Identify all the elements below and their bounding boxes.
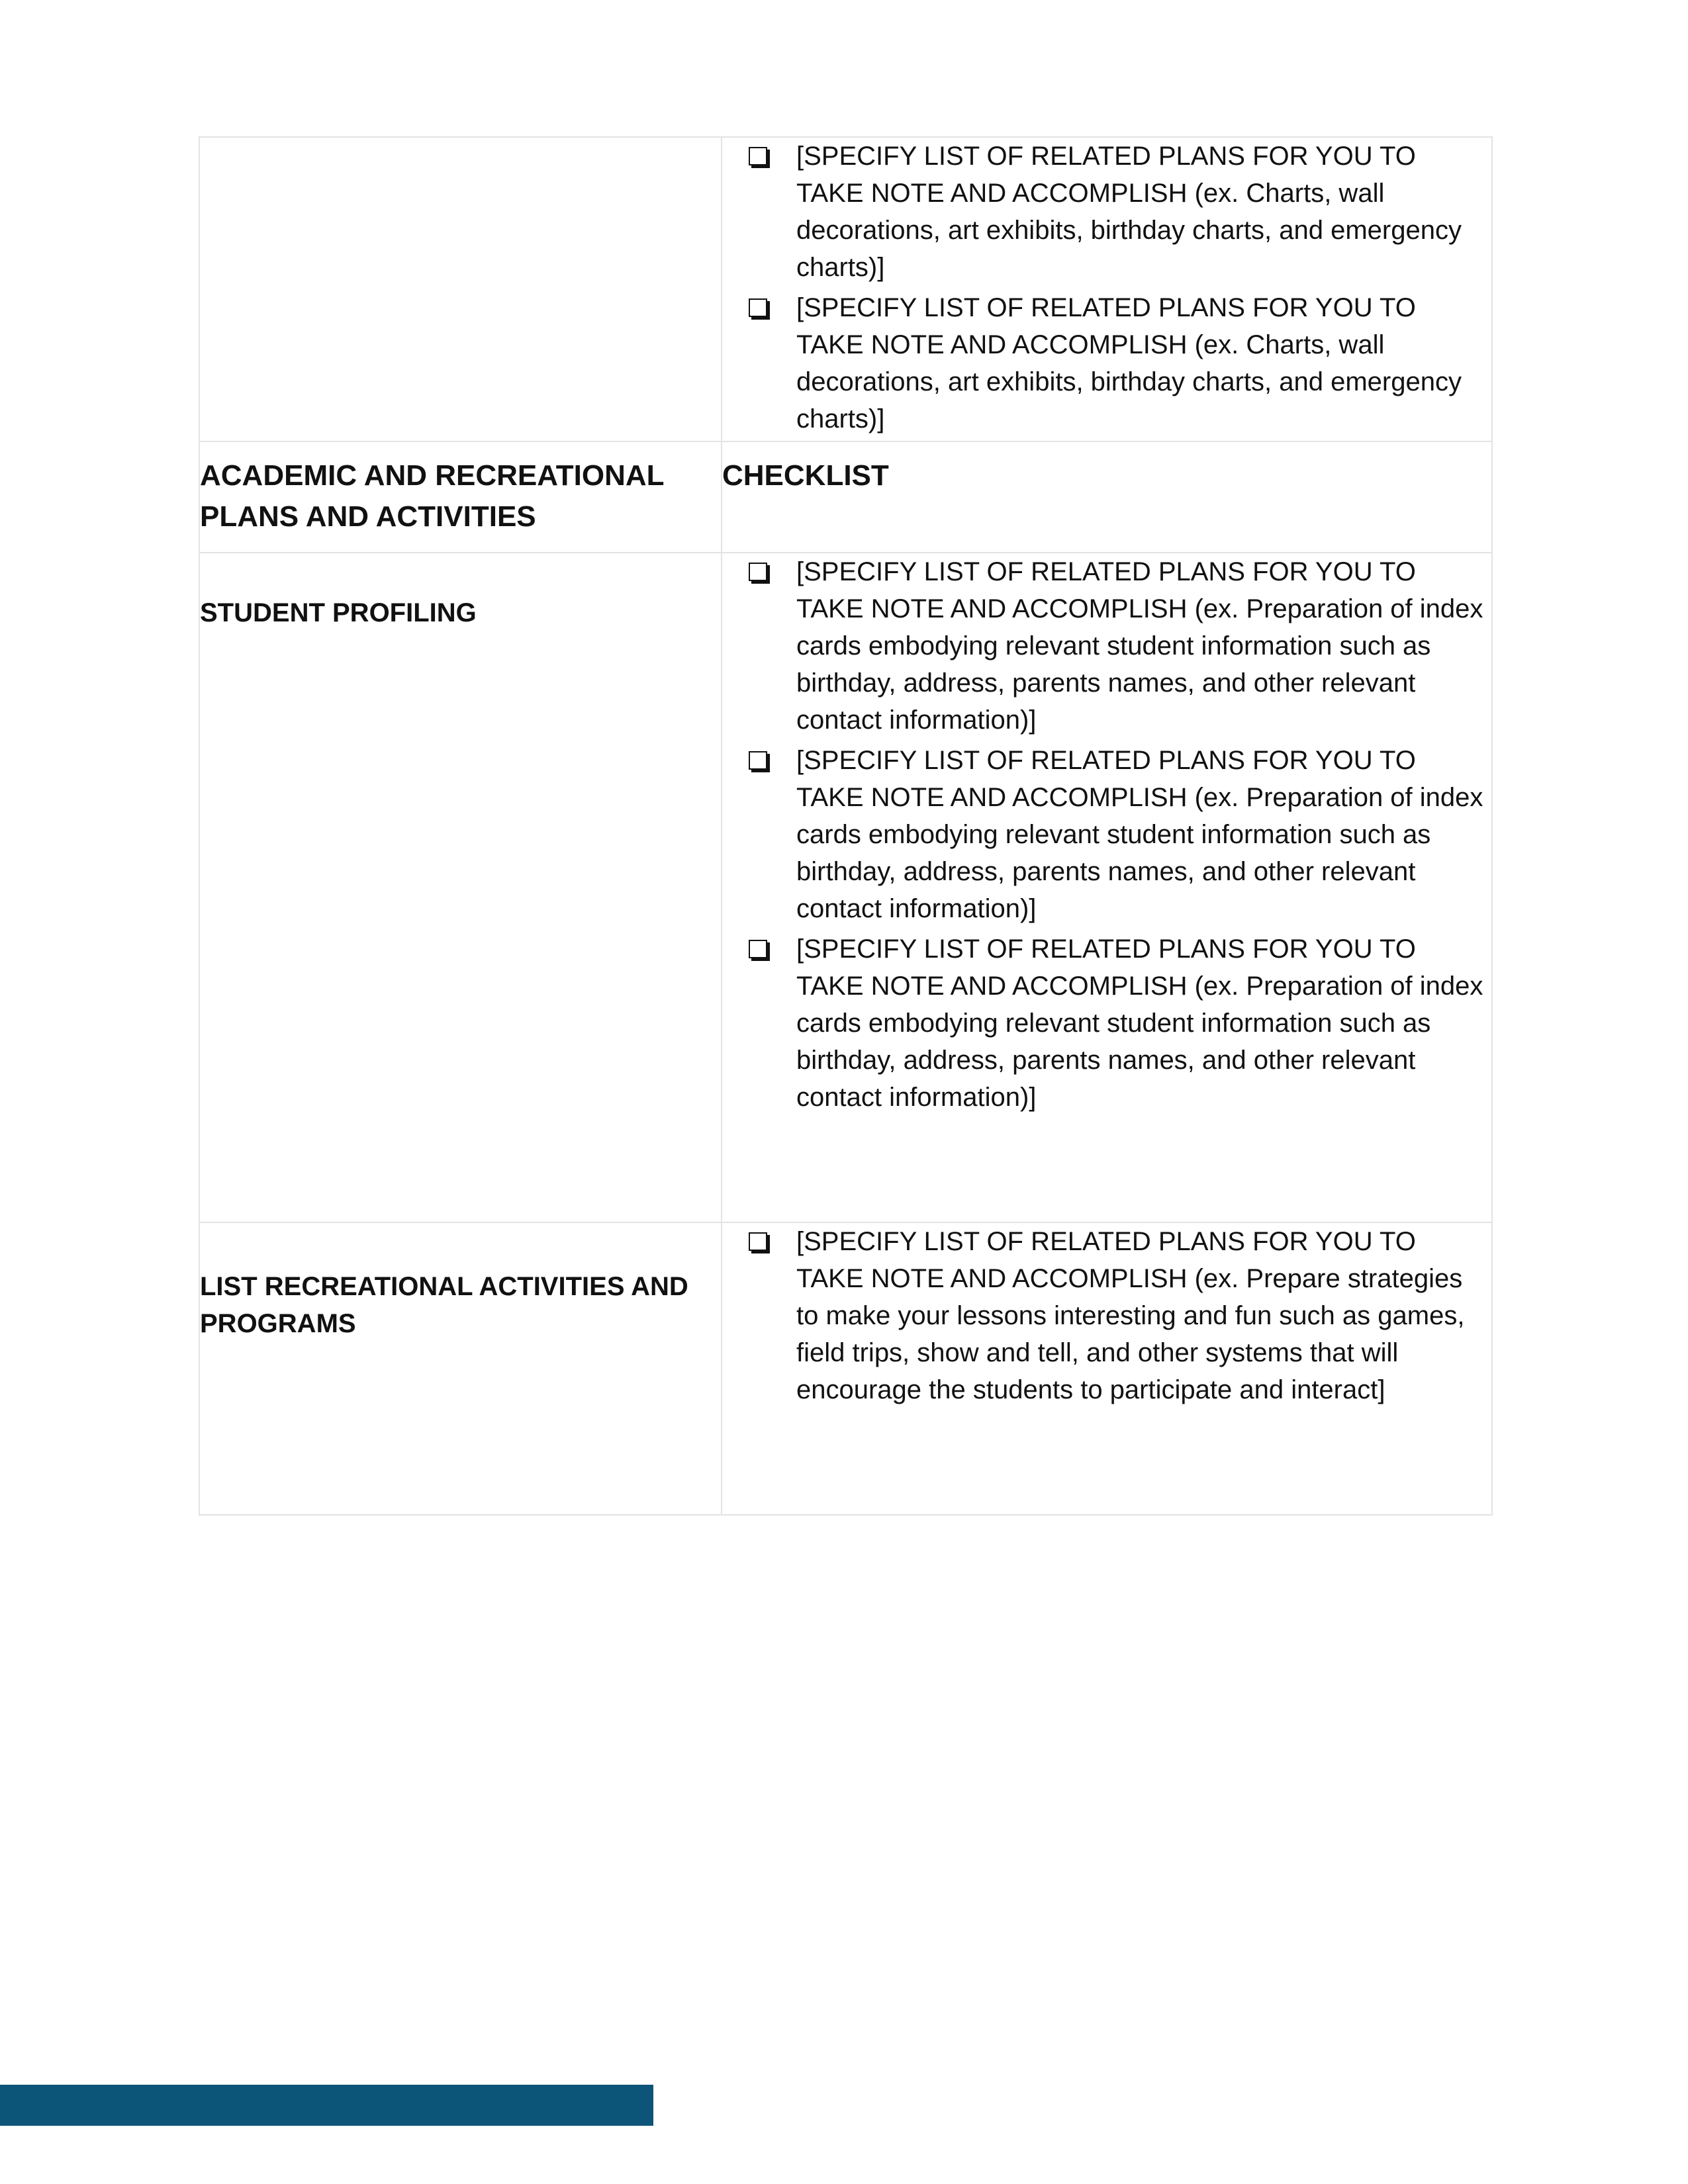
header-cell-left (199, 441, 722, 553)
checklist-item[interactable] (746, 1223, 1485, 1408)
checklist (722, 138, 1491, 437)
checklist-item[interactable] (746, 138, 1485, 286)
checklist-item-text: [SPECIFY LIST OF RELATED PLANS FOR YOU TO TAKE NOTE AND ACCOMPLISH (ex. Charts, wall decorations, art exhibits, birthday charts, and emergency charts)] (796, 142, 1462, 282)
header-cell-right (722, 441, 1492, 553)
table-row (199, 137, 1492, 441)
checkbox-icon[interactable] (749, 563, 767, 581)
checklist-item[interactable] (746, 931, 1485, 1116)
checklist-heading: CHECKLIST (722, 459, 889, 492)
checkbox-icon[interactable] (749, 147, 767, 165)
checklist-cell (722, 553, 1492, 1222)
footer-accent-bar (0, 2085, 653, 2126)
checklist-item[interactable] (746, 289, 1485, 437)
recreational-label: LIST RECREATIONAL ACTIVITIES AND PROGRAMS (200, 1272, 688, 1338)
checklist-item[interactable] (746, 553, 1485, 739)
table-row (199, 553, 1492, 1222)
checklist-item[interactable] (746, 742, 1485, 927)
checklist-item-text: [SPECIFY LIST OF RELATED PLANS FOR YOU TO TAKE NOTE AND ACCOMPLISH (ex. Preparation of index cards embodying relevant student information such as birthday, address, parents names, and other relevant contact information)] (796, 746, 1483, 923)
label-cell (199, 1222, 722, 1515)
checklist (722, 1223, 1491, 1408)
checklist (722, 553, 1491, 1116)
checklist-cell (722, 137, 1492, 441)
checklist-item-text: [SPECIFY LIST OF RELATED PLANS FOR YOU TO TAKE NOTE AND ACCOMPLISH (ex. Charts, wall decorations, art exhibits, birthday charts, and emergency charts)] (796, 293, 1462, 433)
checklist-item-text: [SPECIFY LIST OF RELATED PLANS FOR YOU TO TAKE NOTE AND ACCOMPLISH (ex. Preparation of index cards embodying relevant student information such as birthday, address, parents names, and other relevant contact information)] (796, 557, 1483, 735)
checklist-item-text: [SPECIFY LIST OF RELATED PLANS FOR YOU TO TAKE NOTE AND ACCOMPLISH (ex. Preparation of index cards embodying relevant student information such as birthday, address, parents names, and other relevant contact information)] (796, 934, 1483, 1112)
checkbox-icon[interactable] (749, 1232, 767, 1251)
student-profiling-label: STUDENT PROFILING (200, 598, 477, 627)
plan-table (199, 136, 1493, 1516)
table-header-row (199, 441, 1492, 553)
label-cell (199, 553, 722, 1222)
checkbox-icon[interactable] (749, 940, 767, 958)
section-heading: ACADEMIC AND RECREATIONAL PLANS AND ACTIVITIES (200, 459, 664, 533)
table-row (199, 1222, 1492, 1515)
checklist-cell (722, 1222, 1492, 1515)
checklist-item-text: [SPECIFY LIST OF RELATED PLANS FOR YOU TO TAKE NOTE AND ACCOMPLISH (ex. Prepare strategies to make your lessons interesting and fun such as games, field trips, show and tell, and other systems that will encourage the students to participate and interact] (796, 1227, 1465, 1404)
checkbox-icon[interactable] (749, 298, 767, 317)
empty-label-cell (199, 137, 722, 441)
checkbox-icon[interactable] (749, 751, 767, 770)
